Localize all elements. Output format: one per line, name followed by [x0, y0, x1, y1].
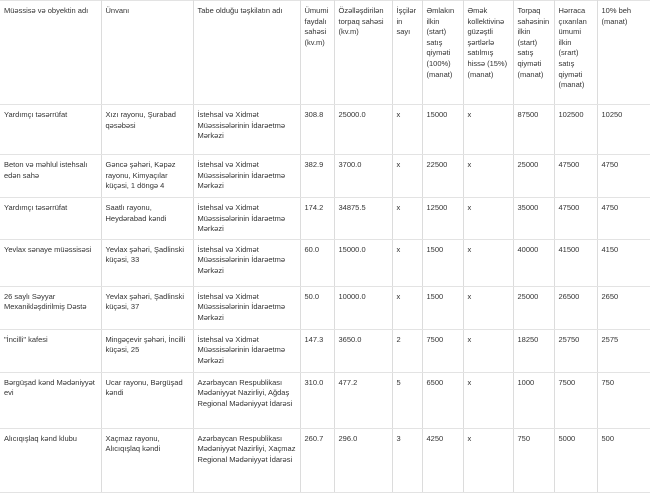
table-row [0, 198, 650, 240]
organization-cell: İstehsal və Xidmət Müəssisələrinin İdarəetmə Mərkəzi [193, 286, 300, 329]
land-price-cell: 1000 [513, 372, 554, 428]
employees-cell: x [392, 286, 422, 329]
employees-cell: x [392, 105, 422, 155]
header-cell: Hərraca çıxarılan ümumi ilkin (srart) satış qiyməti (manat) [554, 1, 597, 105]
land-price-cell: 25000 [513, 155, 554, 198]
organization-cell: İstehsal və Xidmət Müəssisələrinin İdarəetmə Mərkəzi [193, 198, 300, 240]
object-name-cell: Bərgüşad kənd Mədəniyyət evi [0, 372, 101, 428]
land-area-cell: 477.2 [334, 372, 392, 428]
address-cell: Saatlı rayonu, Heydərabad kəndi [101, 198, 193, 240]
auction-price-cell: 25750 [554, 329, 597, 372]
address-cell: Yevlax şəhəri, Şadlinski küçəsi, 33 [101, 239, 193, 286]
start-price-cell: 12500 [422, 198, 463, 240]
discount-share-cell: x [463, 286, 513, 329]
deposit-cell: 4750 [597, 198, 650, 240]
organization-cell: Azərbaycan Respublikası Mədəniyyət Nazirliyi, Xaçmaz Regional Mədəniyyət İdarəsi [193, 428, 300, 492]
employees-cell: 5 [392, 372, 422, 428]
table-row [0, 286, 650, 329]
start-price-cell: 6500 [422, 372, 463, 428]
discount-share-cell: x [463, 198, 513, 240]
auction-price-cell: 41500 [554, 239, 597, 286]
deposit-cell: 4750 [597, 155, 650, 198]
header-cell: 10% beh (manat) [597, 1, 650, 105]
start-price-cell: 1500 [422, 239, 463, 286]
area-cell: 147.3 [300, 329, 334, 372]
start-price-cell: 4250 [422, 428, 463, 492]
land-price-cell: 18250 [513, 329, 554, 372]
object-name-cell: Beton və məhlul istehsalı edən sahə [0, 155, 101, 198]
deposit-cell: 750 [597, 372, 650, 428]
header-row [0, 1, 650, 105]
header-cell: Əmlakın ilkin (start) satış qiyməti (100%) (manat) [422, 1, 463, 105]
auction-price-cell: 7500 [554, 372, 597, 428]
address-cell: Mingəçevir şəhəri, İncilli küçəsi, 25 [101, 329, 193, 372]
organization-cell: İstehsal və Xidmət Müəssisələrinin İdarəetmə Mərkəzi [193, 155, 300, 198]
object-name-cell: Yevlax sənaye müəssisəsi [0, 239, 101, 286]
header-cell: Tabe olduğu təşkilatın adı [193, 1, 300, 105]
table-row [0, 155, 650, 198]
area-cell: 308.8 [300, 105, 334, 155]
start-price-cell: 1500 [422, 286, 463, 329]
land-area-cell: 15000.0 [334, 239, 392, 286]
header-cell: İşçilərin sayı [392, 1, 422, 105]
land-area-cell: 25000.0 [334, 105, 392, 155]
deposit-cell: 2575 [597, 329, 650, 372]
header-cell: Ümumi faydalı sahəsi (kv.m) [300, 1, 334, 105]
employees-cell: x [392, 155, 422, 198]
table-row [0, 329, 650, 372]
organization-cell: İstehsal və Xidmət Müəssisələrinin İdarəetmə Mərkəzi [193, 329, 300, 372]
employees-cell: 3 [392, 428, 422, 492]
deposit-cell: 500 [597, 428, 650, 492]
auction-price-cell: 47500 [554, 198, 597, 240]
discount-share-cell: x [463, 329, 513, 372]
object-name-cell: Yardımçı təsərrüfat [0, 105, 101, 155]
auction-price-cell: 102500 [554, 105, 597, 155]
object-name-cell: Alıcıqışlaq kənd klubu [0, 428, 101, 492]
discount-share-cell: x [463, 105, 513, 155]
organization-cell: İstehsal və Xidmət Müəssisələrinin İdarəetmə Mərkəzi [193, 239, 300, 286]
object-name-cell: Yardımçı təsərrüfat [0, 198, 101, 240]
area-cell: 50.0 [300, 286, 334, 329]
deposit-cell: 2650 [597, 286, 650, 329]
table-row [0, 239, 650, 286]
land-price-cell: 750 [513, 428, 554, 492]
discount-share-cell: x [463, 428, 513, 492]
address-cell: Gəncə şəhəri, Kəpəz rayonu, Kimyaçılar küçəsi, 1 döngə 4 [101, 155, 193, 198]
land-area-cell: 34875.5 [334, 198, 392, 240]
area-cell: 260.7 [300, 428, 334, 492]
header-cell: Torpaq sahəsinin ilkin (start) satış qiyməti (manat) [513, 1, 554, 105]
land-area-cell: 296.0 [334, 428, 392, 492]
deposit-cell: 4150 [597, 239, 650, 286]
start-price-cell: 22500 [422, 155, 463, 198]
area-cell: 310.0 [300, 372, 334, 428]
organization-cell: Azərbaycan Respublikası Mədəniyyət Nazirliyi, Ağdaş Regional Mədəniyyət İdarəsi [193, 372, 300, 428]
discount-share-cell: x [463, 155, 513, 198]
object-name-cell: "İncilli" kafesi [0, 329, 101, 372]
auction-price-cell: 5000 [554, 428, 597, 492]
header-cell: Müəssisə və obyektin adı [0, 1, 101, 105]
table-row [0, 105, 650, 155]
area-cell: 174.2 [300, 198, 334, 240]
land-price-cell: 40000 [513, 239, 554, 286]
deposit-cell: 10250 [597, 105, 650, 155]
auction-price-cell: 47500 [554, 155, 597, 198]
land-area-cell: 10000.0 [334, 286, 392, 329]
header-cell: Əmək kollektivinə güzəştli şərtlərlə satılmış hissə (15%) (manat) [463, 1, 513, 105]
employees-cell: 2 [392, 329, 422, 372]
address-cell: Yevlax şəhəri, Şadlinski küçəsi, 37 [101, 286, 193, 329]
area-cell: 60.0 [300, 239, 334, 286]
start-price-cell: 15000 [422, 105, 463, 155]
table-row [0, 428, 650, 492]
organization-cell: İstehsal və Xidmət Müəssisələrinin İdarəetmə Mərkəzi [193, 105, 300, 155]
land-area-cell: 3700.0 [334, 155, 392, 198]
discount-share-cell: x [463, 239, 513, 286]
header-cell: Ünvanı [101, 1, 193, 105]
address-cell: Xaçmaz rayonu, Alıcıqışlaq kəndi [101, 428, 193, 492]
object-name-cell: 26 saylı Səyyar Mexanikləşdirilmiş Dəstə [0, 286, 101, 329]
land-price-cell: 35000 [513, 198, 554, 240]
discount-share-cell: x [463, 372, 513, 428]
start-price-cell: 7500 [422, 329, 463, 372]
address-cell: Xızı rayonu, Şurabad qəsəbəsi [101, 105, 193, 155]
header-cell: Özəlləşdirilən torpaq sahəsi (kv.m) [334, 1, 392, 105]
area-cell: 382.9 [300, 155, 334, 198]
employees-cell: x [392, 239, 422, 286]
land-price-cell: 87500 [513, 105, 554, 155]
land-area-cell: 3650.0 [334, 329, 392, 372]
address-cell: Ucar rayonu, Bərgüşad kəndi [101, 372, 193, 428]
auction-price-cell: 26500 [554, 286, 597, 329]
land-price-cell: 25000 [513, 286, 554, 329]
employees-cell: x [392, 198, 422, 240]
table-row [0, 372, 650, 428]
